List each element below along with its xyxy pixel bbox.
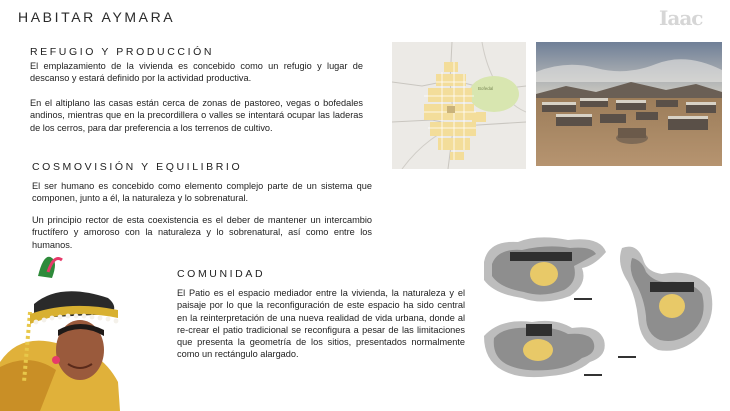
paragraph-cosmovision-2: Un principio rector de esta coexistencia es el deber de mantener un intercambio fructífero y amoroso con la naturaleza y lo sobrenatural, así como entre los humanos. (32, 215, 372, 250)
patio-plan-2 (614, 238, 718, 358)
section-title-comunidad: COMUNIDAD (177, 268, 266, 280)
page-title: HABITAR AYMARA (18, 9, 176, 25)
village-photo (536, 42, 722, 166)
section-title-cosmovision: COSMOVISIÓN Y EQUILIBRIO (32, 161, 243, 173)
patio-plan-1 (478, 232, 612, 308)
bofedal-area (469, 76, 519, 112)
map-label-bofedal: Bofedal (478, 86, 494, 91)
iaac-logo: Iaac (659, 6, 703, 30)
patio-plan-3 (480, 316, 612, 382)
paragraph-refugio-2: En el altiplano las casas están cerca de zonas de pastoreo, vegas o bofedales andinos, mientras que en la precordillera o valles se intentará ocupar las laderas de los cerros, para dar preferencia a los terrenos de cultivo. (30, 98, 363, 133)
paragraph-cosmovision-1: El ser humano es concebido como elemento complejo parte de un sistema que componen, junto a él, la naturaleza y lo sobrenatural. (32, 181, 372, 204)
town-map (392, 42, 526, 169)
paragraph-refugio-1: El emplazamiento de la vivienda es concebido como un refugio y lugar de descanso y estará definido por la actividad productiva. (30, 61, 363, 84)
aymara-woman-portrait (0, 252, 128, 411)
section-title-refugio: REFUGIO Y PRODUCCIÓN (30, 46, 215, 58)
paragraph-comunidad: El Patio es el espacio mediador entre la vivienda, la naturaleza y el paisaje por lo que la reconfiguración de este espacio ha sido central en la reinterpretación de una nueva realidad de vida urbana, donde al re-crear el patio tradicional se reconfigura a pesar de las limitaciones que presenta la geometría de los sitios, presentados normalmente como un rectángulo alargado. (177, 288, 465, 360)
